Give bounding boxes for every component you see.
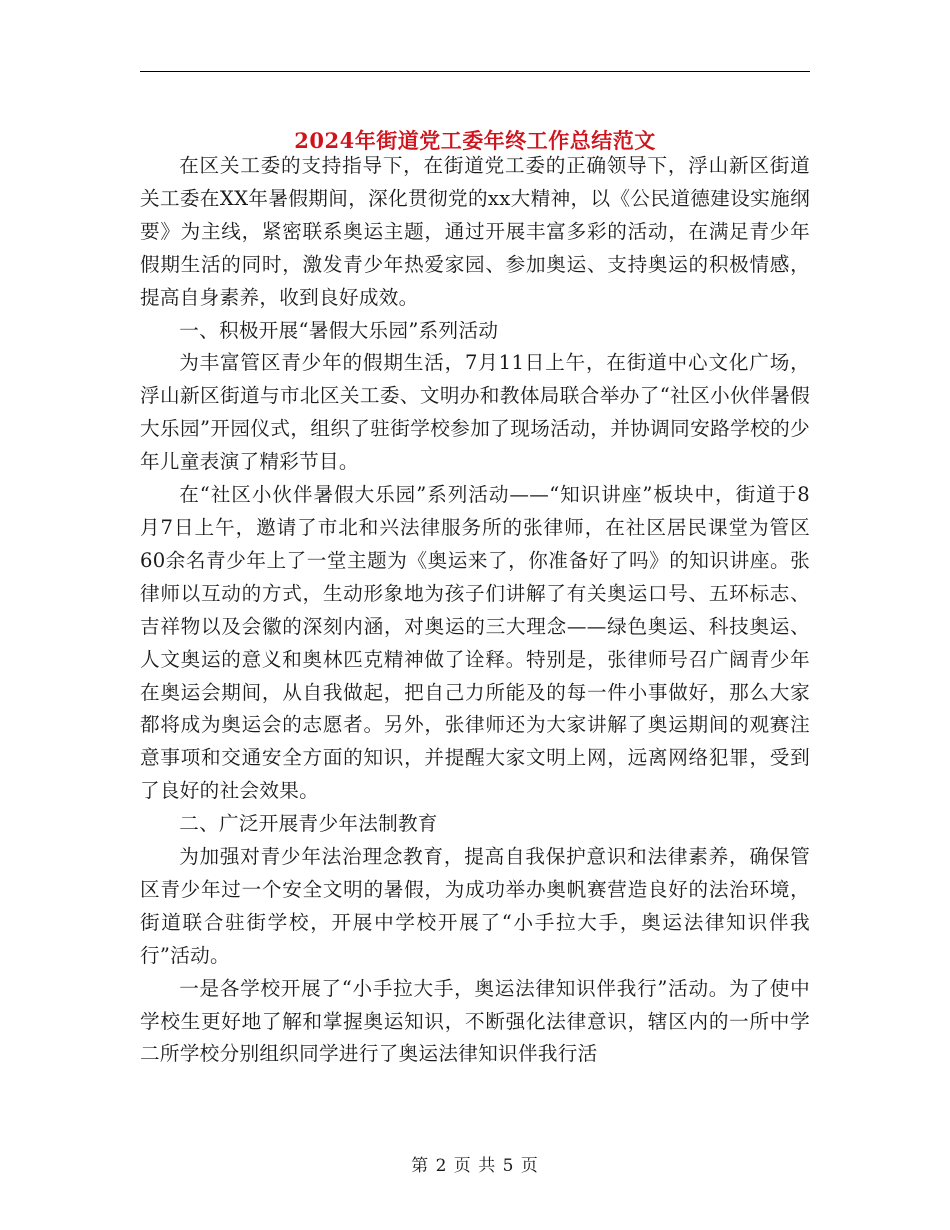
section-heading-1: 一、积极开展“暑假大乐园”系列活动 xyxy=(179,318,499,342)
paragraph-intro: 在区关工委的支持指导下，在街道党工委的正确领导下，浮山新区街道关工委在XX年暑假期间，深化贯彻党的xx大精神，以《公民道德建设实施纲要》为主线，紧密联系奥运主题，通过开展丰富多彩的活动，在满足青少年假期生活的同时，激发青少年热爱家园、参加奥运、支持奥运的积极情感，提高自身素养，收到良好成效。 xyxy=(140,154,810,309)
document-body xyxy=(140,150,810,1071)
page-number: 第 2 页 共 5 页 xyxy=(411,1156,539,1176)
paragraph-school-activity: 一是各学校开展了“小手拉大手，奥运法律知识伴我行”活动。为了使中学校生更好地了解和掌握奥运知识，不断强化法律意识，辖区内的一所中学二所学校分别组织同学进行了奥运法律知识伴我行活 xyxy=(140,976,810,1066)
paragraph-summer-park: 为丰富管区青少年的假期生活，7月11日上午，在街道中心文化广场，浮山新区街道与市北区关工委、文明办和教体局联合举办了“社区小伙伴暑假大乐园”开园仪式，组织了驻街学校参加了现场活动，并协调同安路学校的少年儿童表演了精彩节目。 xyxy=(140,351,810,474)
paragraph-lecture: 在“社区小伙伴暑假大乐园”系列活动——“知识讲座”板块中，街道于8月7日上午，邀请了市北和兴法律服务所的张律师，在社区居民课堂为管区60余名青少年上了一堂主题为《奥运来了，你准备好了吗》的知识讲座。张律师以互动的方式，生动形象地为孩子们讲解了有关奥运口号、五环标志、吉祥物以及会徽的深刻内涵，对奥运的三大理念——绿色奥运、科技奥运、人文奥运的意义和奥林匹克精神做了诠释。特别是，张律师号召广阔青少年在奥运会期间，从自我做起，把自己力所能及的每一件小事做好，那么大家都将成为奥运会的志愿者。另外，张律师还为大家讲解了奥运期间的观赛注意事项和交通安全方面的知识，并提醒大家文明上网，远离网络犯罪，受到了良好的社会效果。 xyxy=(140,483,810,803)
page-title: 2024年街道党工委年终工作总结范文 xyxy=(294,128,656,154)
header-rule xyxy=(140,71,810,72)
paragraph-legal-education: 为加强对青少年法治理念教育，提高自我保护意识和法律素养，确保管区青少年过一个安全文明的暑假，为成功举办奥帆赛营造良好的法治环境，街道联合驻街学校，开展中学校开展了“小手拉大手，奥运法律知识伴我行”活动。 xyxy=(140,845,810,967)
section-heading-2: 二、广泛开展青少年法制教育 xyxy=(179,812,438,836)
